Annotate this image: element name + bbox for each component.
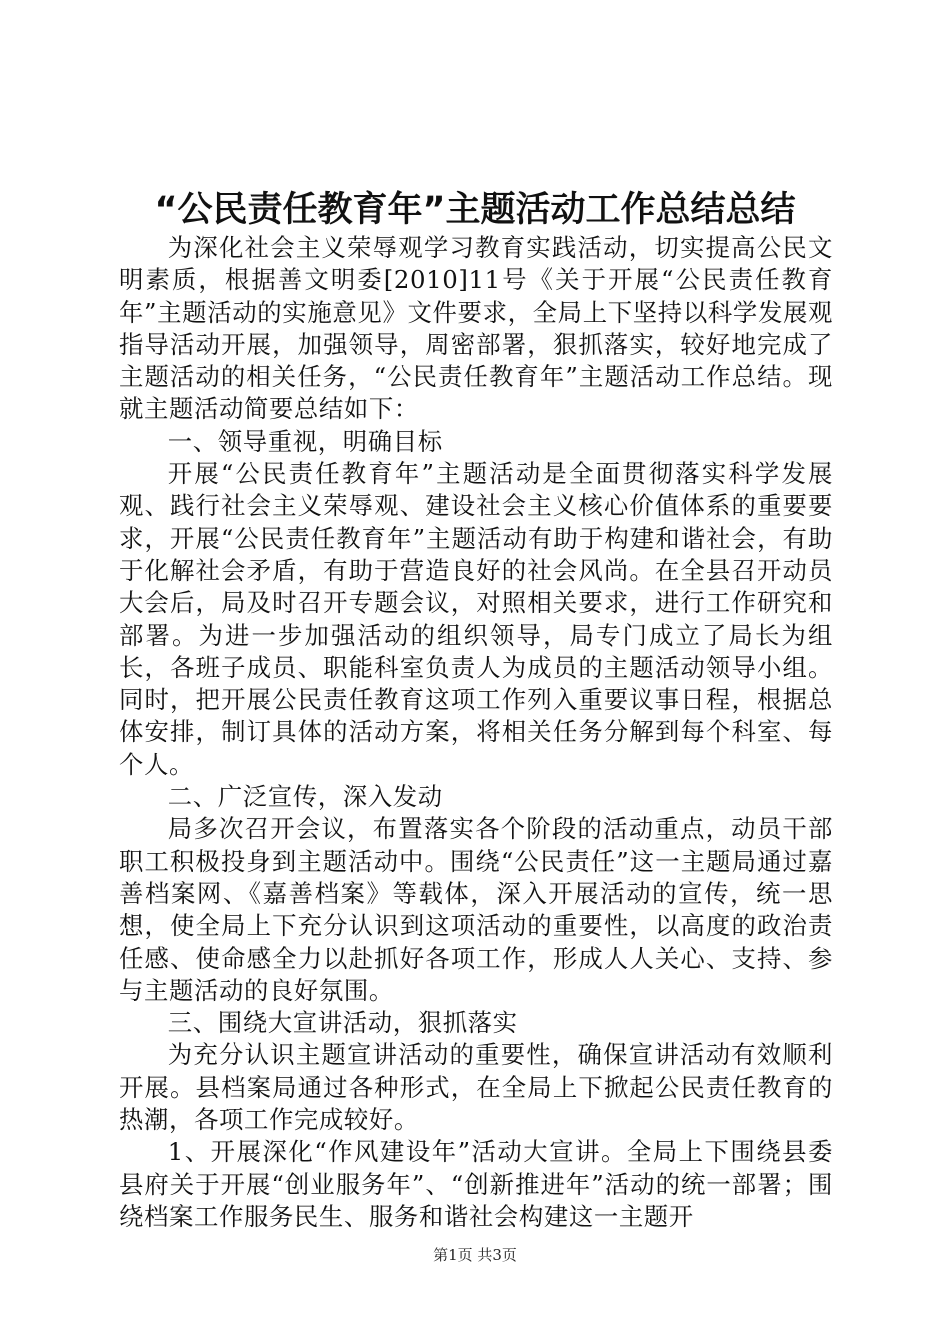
section-heading-2: 二、广泛宣传，深入发动 [167, 782, 443, 812]
section-heading-1: 一、领导重视，明确目标 [167, 426, 443, 456]
document-body [119, 232, 833, 1233]
paragraph-intro: 为深化社会主义荣辱观学习教育实践活动，切实提高公民文明素质，根据善文明委[2010]11号《关于开展“公民责任教育年”主题活动的实施意见》文件要求，全局上下坚持以科学发展观指导活动开展，加强领导，周密部署，狠抓落实，较好地完成了主题活动的相关任务，“公民责任教育年”主题活动工作总结。现就主题活动简要总结如下： [119, 233, 833, 424]
paragraph-section-1: 开展“公民责任教育年”主题活动是全面贯彻落实科学发展观、践行社会主义荣辱观、建设社会主义核心价值体系的重要要求，开展“公民责任教育年”主题活动有助于构建和谐社会，有助于化解社会矛盾，有助于营造良好的社会风尚。在全县召开动员大会后，局及时召开专题会议，对照相关要求，进行工作研究和部署。为进一步加强活动的组织领导，局专门成立了局长为组长，各班子成员、职能科室负责人为成员的主题活动领导小组。同时，把开展公民责任教育这项工作列入重要议事日程，根据总体安排，制订具体的活动方案，将相关任务分解到每个科室、每个人。 [119, 459, 833, 779]
section-heading-3: 三、围绕大宣讲活动，狠抓落实 [167, 1008, 518, 1038]
paragraph-section-3: 为充分认识主题宣讲活动的重要性，确保宣讲活动有效顺利开展。县档案局通过各种形式，在全局上下掀起公民责任教育的热潮，各项工作完成较好。 [119, 1040, 833, 1135]
document-title: “公民责任教育年”主题活动工作总结总结 [154, 190, 796, 230]
page-number-footer: 第1页 共3页 [433, 1246, 517, 1264]
paragraph-section-2: 局多次召开会议，布置落实各个阶段的活动重点，动员干部职工积极投身到主题活动中。围绕“公民责任”这一主题局通过嘉善档案网、《嘉善档案》等载体，深入开展活动的宣传，统一思想，使全局上下充分认识到这项活动的重要性，以高度的政治责任感、使命感全力以赴抓好各项工作，形成人人关心、支持、参与主题活动的良好氛围。 [119, 814, 833, 1005]
paragraph-item-1: 1、开展深化“作风建设年”活动大宣讲。全局上下围绕县委县府关于开展“创业服务年”、“创新推进年”活动的统一部署；围绕档案工作服务民生、服务和谐社会构建这一主题开 [119, 1137, 833, 1231]
